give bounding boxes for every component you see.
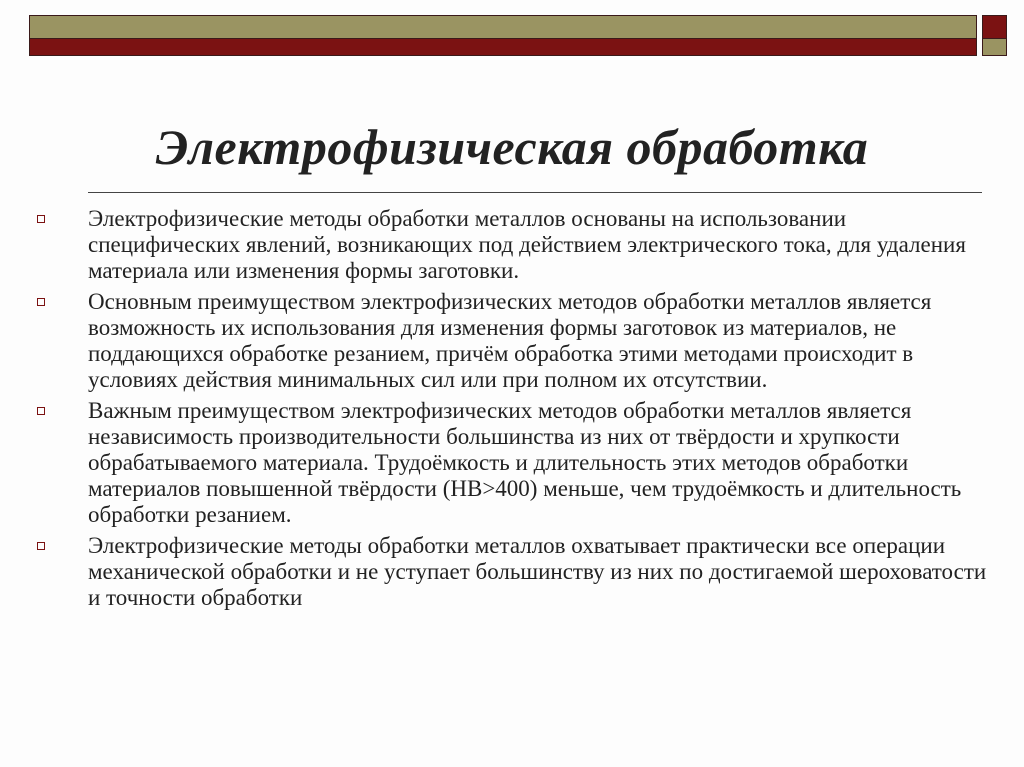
bullet-list bbox=[37, 206, 987, 616]
square-bullet-icon bbox=[37, 215, 45, 223]
bullet-text: Электрофизические методы обработки металлов основаны на использовании специфических явлений, возникающих под действием электрического тока, для удаления материала или изменения формы заготовки. bbox=[88, 206, 966, 283]
corner-square-olive bbox=[982, 39, 1007, 56]
bullet-text: Основным преимуществом электрофизических методов обработки металлов является возможность их использования для изменения формы заготовок из материалов, не поддающихся обработке резанием, причём обработка этими методами происходит в условиях действия минимальных сил или при полном их отсутствии. bbox=[88, 289, 932, 392]
bullet-text: Электрофизические методы обработки металлов охватывает практически все операции механической обработки и не уступает большинству из них по достигаемой шероховатости и точности обработки bbox=[88, 533, 987, 610]
header-bar-maroon bbox=[29, 39, 977, 56]
slide-title: Электрофизическая обработка bbox=[155, 119, 869, 175]
title-divider bbox=[88, 192, 982, 193]
square-bullet-icon bbox=[37, 407, 45, 415]
corner-square-maroon bbox=[982, 15, 1007, 39]
square-bullet-icon bbox=[37, 298, 45, 306]
bullet-item bbox=[37, 206, 987, 284]
square-bullet-icon bbox=[37, 542, 45, 550]
bullet-item bbox=[37, 398, 987, 528]
header-bar-olive bbox=[29, 15, 977, 39]
bullet-item bbox=[37, 533, 987, 611]
bullet-text: Важным преимуществом электрофизических методов обработки металлов является независимость производительности большинства из них от твёрдости и хрупкости обрабатываемого материала. Трудоёмкость и длительность этих методов обработки материалов повышенной твёрдости (HB>400) меньше, чем трудоёмкость и длительность обработки резанием. bbox=[88, 398, 962, 527]
bullet-item bbox=[37, 289, 987, 393]
